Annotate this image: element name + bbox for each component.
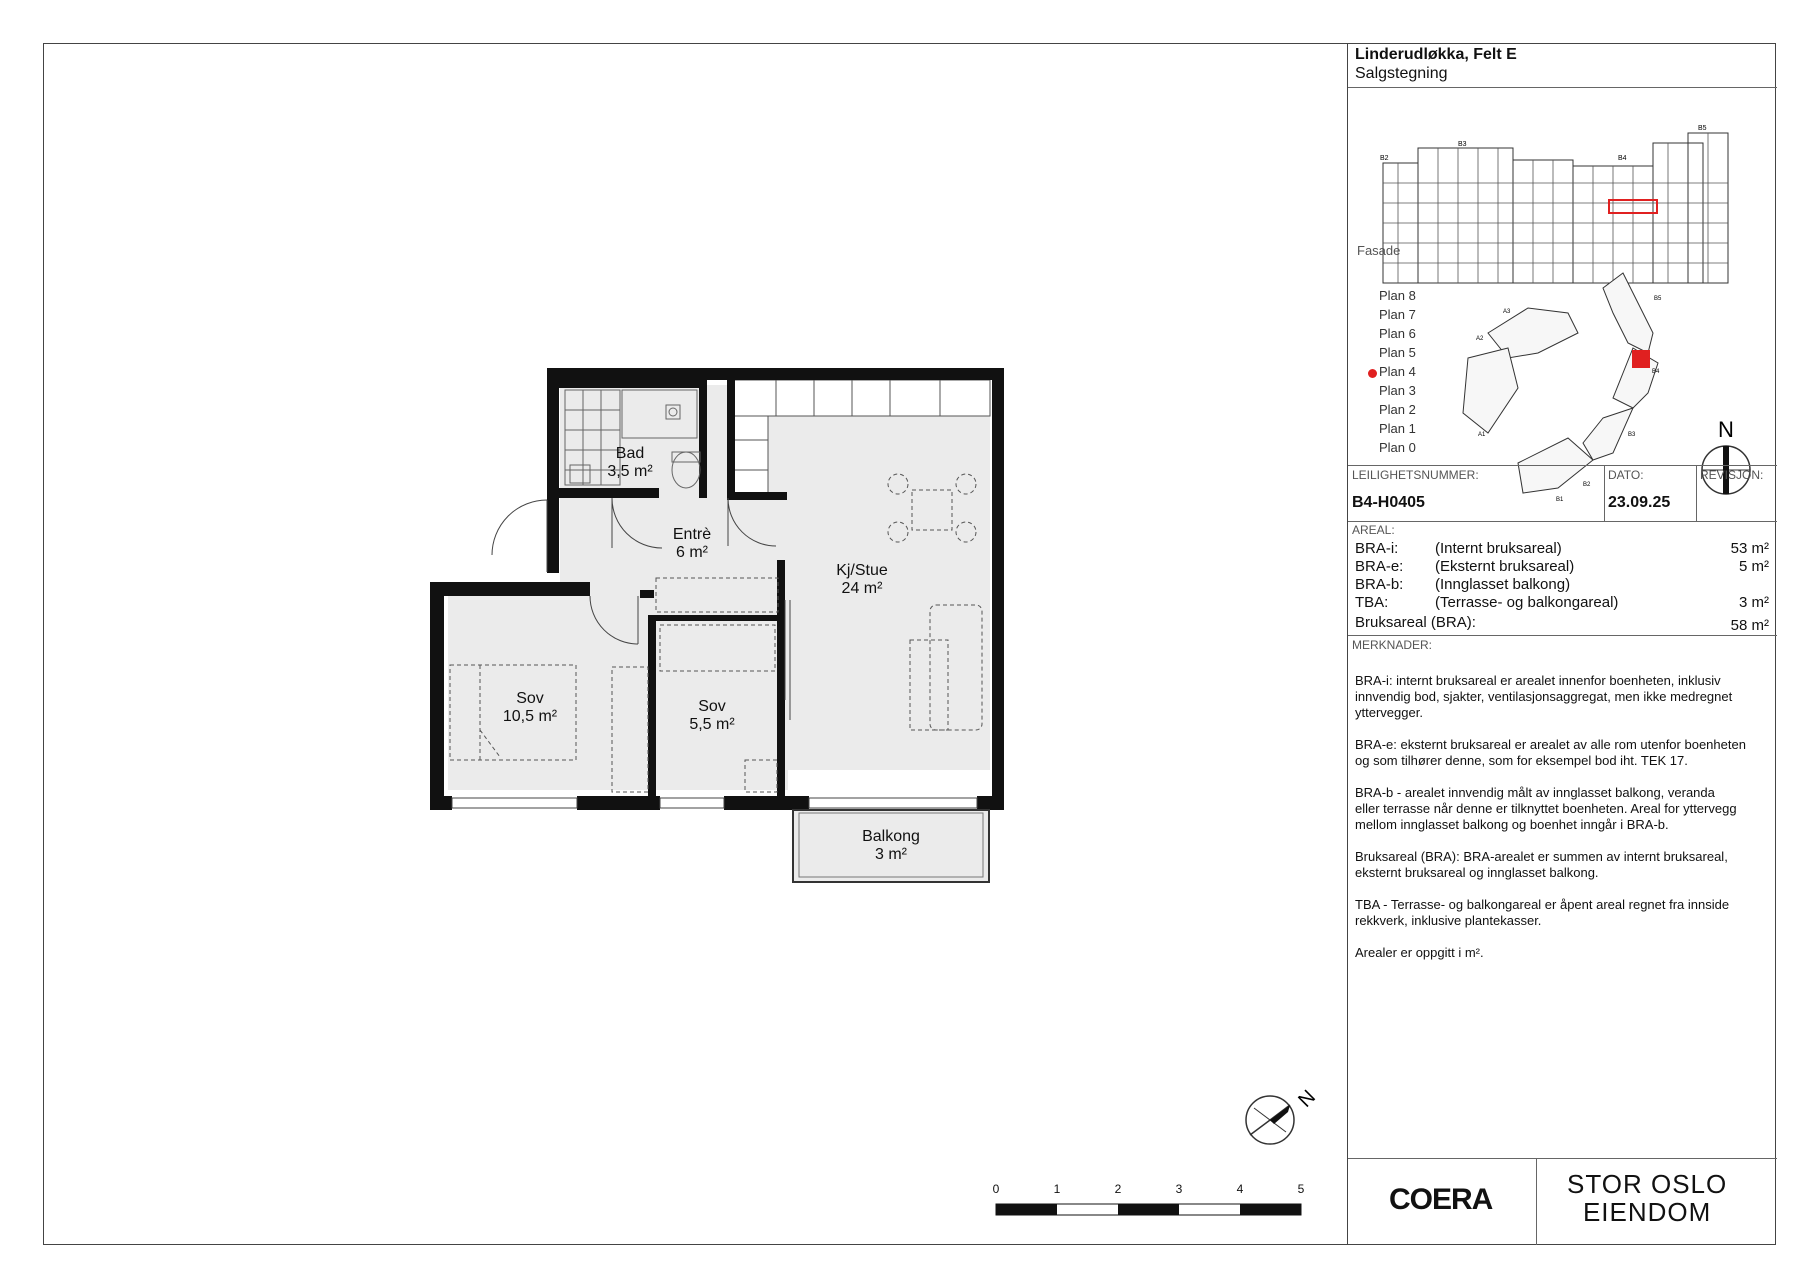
- plan-level-item[interactable]: Plan 1: [1379, 421, 1416, 436]
- note-paragraph: BRA-i: internt bruksareal er arealet innenfor boenheten, inklusiv innvendig bod, sjakter, ventilasjonsaggregat, men ikke medregnet yttervegger.: [1355, 673, 1733, 720]
- date-value: 23.09.25: [1608, 494, 1671, 511]
- facade-drawing: [1383, 133, 1728, 283]
- drawing-type: Salgstegning: [1355, 65, 1448, 82]
- title-block: [1347, 43, 1776, 1245]
- plan-level-item[interactable]: Plan 6: [1379, 326, 1416, 341]
- site-label-b2: B2: [1583, 482, 1591, 488]
- date-label: DATO:: [1608, 468, 1644, 482]
- scale-tick: 5: [1297, 1182, 1305, 1196]
- area-desc: (Eksternt bruksareal): [1435, 558, 1575, 575]
- stair-side: [730, 380, 768, 498]
- area-desc: (Internt bruksareal): [1435, 540, 1562, 557]
- plan-level-item[interactable]: Plan 0: [1379, 440, 1416, 455]
- plan-north-arrow: [1240, 1080, 1320, 1150]
- facade-label-b5: B5: [1698, 125, 1707, 132]
- key-north-label: N: [1718, 417, 1734, 442]
- plan-level-item[interactable]: Plan 5: [1379, 345, 1416, 360]
- active-plan-dot-icon: [1368, 369, 1377, 378]
- note-paragraph: Bruksareal (BRA): BRA-arealet er summen av internt bruksareal, eksternt bruksareal og innglasset balkong.: [1355, 849, 1728, 880]
- facade-label-b2: B2: [1380, 155, 1389, 162]
- room-name: Kj/Stue: [836, 562, 888, 579]
- room-bad: [607, 445, 652, 481]
- area-total-label: Bruksareal (BRA):: [1355, 614, 1476, 631]
- stair-top: [730, 380, 990, 416]
- area-value: 53 m²: [1730, 540, 1769, 557]
- storoslo-logo: [1567, 1170, 1727, 1226]
- facade-label-b4: B4: [1618, 155, 1627, 162]
- area-heading: AREAL:: [1352, 523, 1395, 537]
- room-area: 24 m²: [841, 580, 883, 597]
- room-name: Entrè: [672, 526, 712, 543]
- plan-level-item[interactable]: Plan 8: [1379, 288, 1416, 303]
- area-code: BRA-e:: [1355, 558, 1404, 575]
- room-area: 6 m²: [676, 544, 708, 561]
- plan-level-item[interactable]: Plan 3: [1379, 383, 1416, 398]
- room-sov-2: [689, 698, 734, 734]
- area-code: BRA-b:: [1355, 576, 1404, 593]
- note-paragraph: BRA-e: eksternt bruksareal er arealet av alle rom utenfor boenheten og som tilhører denne, som for eksempel bod iht. TEK 17.: [1355, 737, 1746, 768]
- site-label-b5: B5: [1654, 296, 1662, 302]
- room-name: Sov: [698, 698, 726, 715]
- area-code: BRA-i:: [1355, 540, 1399, 557]
- apartment-number-value: B4-H0405: [1352, 494, 1425, 511]
- facade-windows: [1383, 133, 1728, 283]
- room-area: 3,5 m²: [607, 463, 653, 480]
- note-paragraph: TBA - Terrasse- og balkongareal er åpent areal regnet fra innside rekkverk, inklusive plantekasser.: [1355, 897, 1730, 928]
- note-paragraph: BRA-b - arealet innvendig målt av innglasset balkong, veranda eller terrasse når denne er tilknyttet boenheten. Areal for yttervegg mellom innglasset balkong og boenhet inngår i BRA-b.: [1355, 785, 1737, 832]
- room-area: 5,5 m²: [689, 716, 735, 733]
- plan-level-item-active[interactable]: Plan 4: [1379, 364, 1416, 379]
- notes-body: [1355, 673, 1775, 977]
- site-plan: [1463, 273, 1658, 493]
- key-plan: [1368, 88, 1768, 508]
- facade-label: Fasade: [1357, 243, 1401, 258]
- room-area: 3 m²: [874, 846, 907, 863]
- revision-label: REVISJON:: [1700, 468, 1764, 482]
- area-code: TBA:: [1355, 594, 1389, 611]
- plan-level-item[interactable]: Plan 7: [1379, 307, 1416, 322]
- room-name: Sov: [516, 690, 544, 707]
- site-label-b4: B4: [1652, 369, 1660, 375]
- apartment-number-label: LEILIGHETSNUMMER:: [1352, 468, 1479, 482]
- site-highlight: [1632, 350, 1650, 368]
- plan-level-item[interactable]: Plan 2: [1379, 402, 1416, 417]
- notes-heading: MERKNADER:: [1352, 638, 1433, 652]
- area-desc: (Terrasse- og balkongareal): [1435, 594, 1619, 611]
- project-title: Linderudløkka, Felt E: [1355, 46, 1517, 63]
- compass-north-label: N: [1294, 1086, 1320, 1112]
- scale-tick: 3: [1175, 1182, 1183, 1196]
- area-value: 3 m²: [1739, 594, 1769, 611]
- area-desc: (Innglasset balkong): [1435, 576, 1571, 593]
- scale-tick: 2: [1114, 1182, 1122, 1196]
- key-north-arrow: [1702, 417, 1750, 494]
- room-balkong: [862, 828, 920, 864]
- scale-tick: 1: [1053, 1182, 1061, 1196]
- scale-tick: 0: [992, 1182, 1000, 1196]
- site-label-a2: A2: [1476, 336, 1484, 342]
- room-sov-1: [503, 690, 557, 726]
- room-kjstue: [836, 562, 888, 598]
- windows: [452, 798, 977, 808]
- room-name: Balkong: [862, 828, 920, 845]
- scale-tick: 4: [1236, 1182, 1244, 1196]
- coera-logo: COERA: [1389, 1183, 1493, 1216]
- area-total-value: 58 m²: [1730, 617, 1769, 634]
- room-name: Bad: [615, 445, 645, 462]
- site-label-b1: B1: [1556, 497, 1564, 503]
- storoslo-logo-line2: EIENDOM: [1582, 1197, 1712, 1227]
- area-value: 5 m²: [1739, 558, 1769, 575]
- site-label-b3: B3: [1628, 432, 1636, 438]
- room-area: 10,5 m²: [502, 708, 558, 725]
- facade-label-b3: B3: [1458, 141, 1467, 148]
- note-paragraph: Arealer er oppgitt i m².: [1355, 945, 1484, 960]
- storoslo-logo-line1: STOR OSLO: [1567, 1169, 1728, 1199]
- site-label-a1: A1: [1478, 432, 1486, 438]
- room-entre: [673, 526, 711, 562]
- site-label-a3: A3: [1503, 309, 1511, 315]
